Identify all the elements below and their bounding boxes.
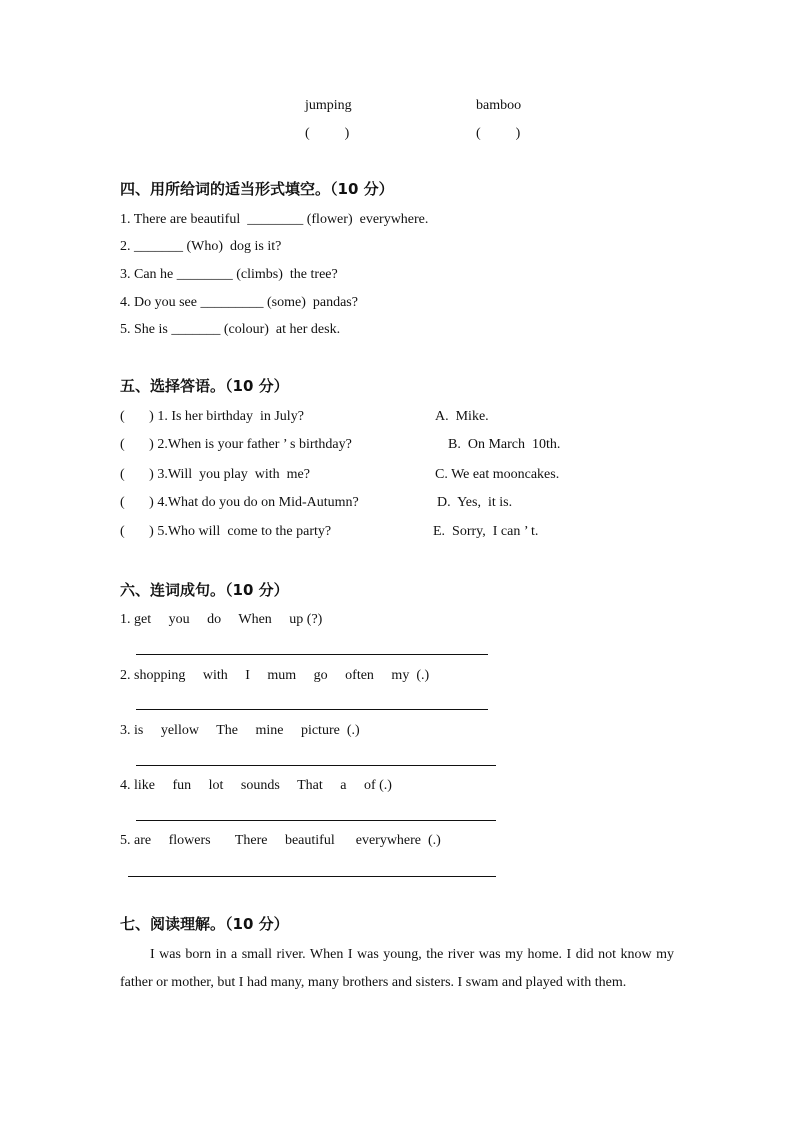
section6-item-4: 4. like fun lot sounds That a of (.) xyxy=(120,778,392,793)
section5-question-3: ( ) 3.Will you play with me? xyxy=(120,467,310,482)
paren-jumping: ( ) xyxy=(305,126,350,141)
section4-item-2: 2. _______ (Who) dog is it? xyxy=(120,239,282,254)
section6-item-5: 5. are flowers There beautiful everywhere (.) xyxy=(120,833,441,848)
section7-heading: 七、阅读理解。（10 分） xyxy=(120,915,289,933)
section5-question-1: ( ) 1. Is her birthday in July? xyxy=(120,409,304,424)
paren-bamboo: ( ) xyxy=(476,126,521,141)
section4-item-3: 3. Can he ________ (climbs) the tree? xyxy=(120,267,338,282)
section6-item-2: 2. shopping with I mum go often my (.) xyxy=(120,668,430,683)
section5-answer-a: A. Mike. xyxy=(435,409,489,424)
answer-line-2 xyxy=(136,709,488,710)
section6-heading: 六、连词成句。（10 分） xyxy=(120,581,289,599)
section5-question-2: ( ) 2.When is your father ’ s birthday? xyxy=(120,437,352,452)
section5-answer-d: D. Yes, it is. xyxy=(437,495,513,510)
section5-answer-e: E. Sorry, I can ’ t. xyxy=(433,524,539,539)
answer-line-5 xyxy=(128,876,496,877)
section5-question-5: ( ) 5.Who will come to the party? xyxy=(120,524,332,539)
section5-answer-b: B. On March 10th. xyxy=(448,437,561,452)
section6-item-3: 3. is yellow The mine picture (.) xyxy=(120,723,360,738)
word-jumping: jumping xyxy=(305,98,352,113)
section4-item-4: 4. Do you see _________ (some) pandas? xyxy=(120,295,358,310)
section4-item-1: 1. There are beautiful ________ (flower) everywhere. xyxy=(120,212,429,227)
section6-item-1: 1. get you do When up (?) xyxy=(120,612,323,627)
answer-line-1 xyxy=(136,654,488,655)
section5-question-4: ( ) 4.What do you do on Mid-Autumn? xyxy=(120,495,359,510)
answer-line-3 xyxy=(136,765,496,766)
section4-item-5: 5. She is _______ (colour) at her desk. xyxy=(120,322,341,337)
word-bamboo: bamboo xyxy=(476,98,522,113)
reading-paragraph: I was born in a small river. When I was young, the river was my home. I did not know my father or mother, but I had many, many brothers and sisters. I swam and played with them. xyxy=(120,947,674,990)
section5-heading: 五、选择答语。（10 分） xyxy=(120,377,289,395)
section5-answer-c: C. We eat mooncakes. xyxy=(435,467,560,482)
section4-heading: 四、用所给词的适当形式填空。（10 分） xyxy=(120,180,394,198)
answer-line-4 xyxy=(136,820,496,821)
